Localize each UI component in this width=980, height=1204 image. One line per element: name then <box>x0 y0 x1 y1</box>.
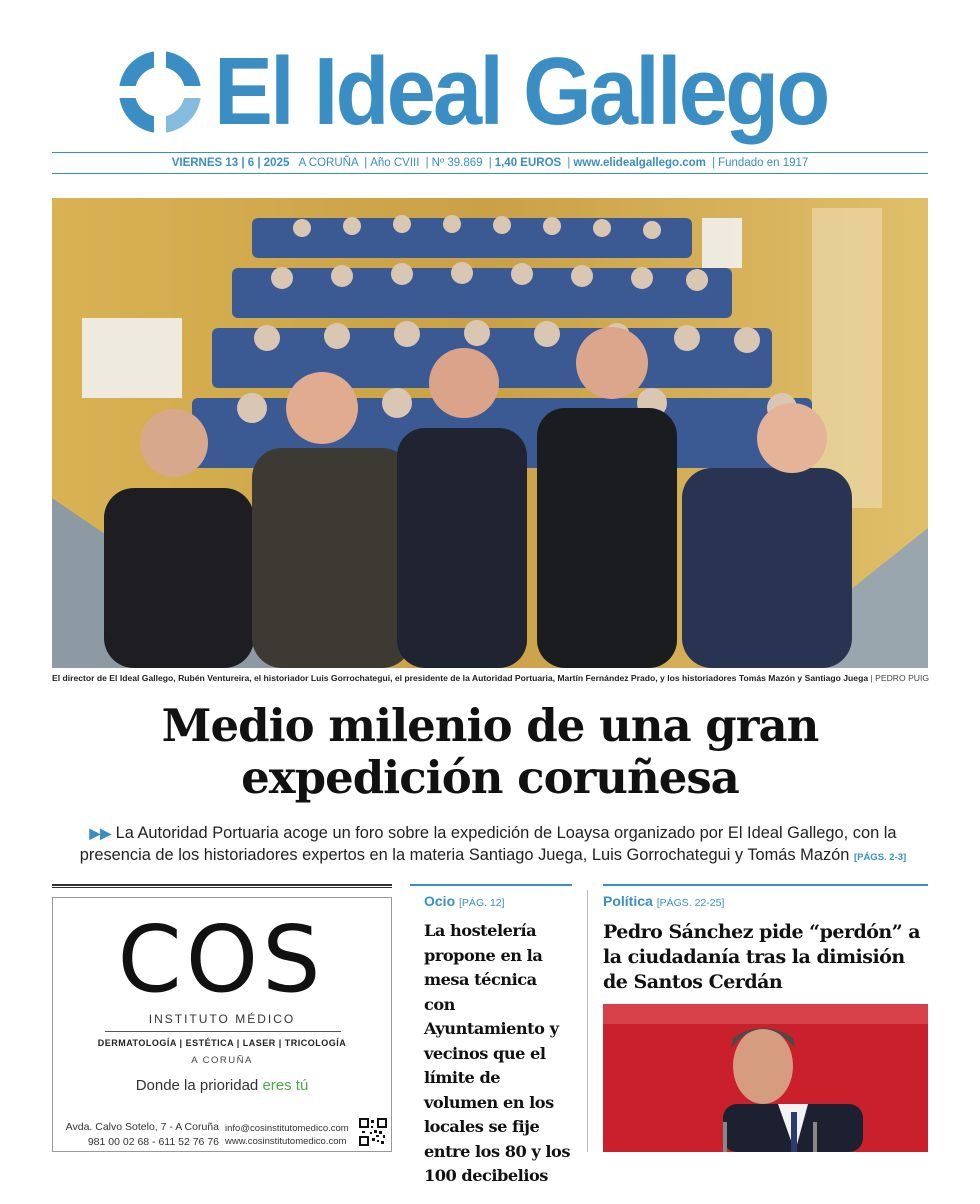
ad-contact-block <box>225 1122 365 1148</box>
ad-slogan <box>53 1077 391 1094</box>
ad-address-block <box>59 1120 219 1150</box>
double-arrow-icon: ▶▶ <box>89 825 112 841</box>
politica-column <box>603 884 928 995</box>
website-link[interactable]: www.elidealgallego.com <box>573 157 706 169</box>
ad-divider <box>105 1031 341 1032</box>
ocio-section-label: Ocio <box>424 893 456 909</box>
deck-page-ref[interactable]: [PÁGS. 2-3] <box>853 852 907 863</box>
ad-email[interactable]: info@cosinstitutomedico.com <box>225 1123 349 1134</box>
main-photo <box>52 198 928 668</box>
ad-phones: 981 00 02 68 - 611 52 76 76 <box>87 1136 219 1148</box>
ad-slogan-a: Donde la prioridad <box>135 1077 259 1094</box>
masthead <box>0 30 980 150</box>
dateline: VIERNES 13 | 6 | 2025 A CORUÑA | Año CVIII | Nº 39.869 | 1,40 EUROS | www.elidealgallego.com | Fundado en 1917 <box>52 152 928 174</box>
politica-photo <box>603 1004 928 1152</box>
ocio-rule <box>410 884 572 886</box>
photo-credit: | PEDRO PUIG <box>870 673 930 683</box>
founded-text: Fundado en 1917 <box>718 157 809 169</box>
politica-page-ref: [PÁGS. 22-25] <box>656 897 725 909</box>
politica-section-header[interactable] <box>603 893 928 909</box>
ad-slogan-b: eres tú <box>262 1077 309 1094</box>
main-deck <box>60 822 926 869</box>
ad-address: Avda. Calvo Sotelo, 7 - A Coruña <box>65 1121 219 1133</box>
ocio-story-headline[interactable]: La hostelería propone en la mesa técnica con Ayuntamiento y vecinos que el límite de volumen en los locales se fije entre los 80 y los 100 decibelios <box>424 921 570 1185</box>
issue-year: Año CVIII <box>370 157 420 169</box>
photo-caption <box>52 673 928 683</box>
newspaper-title: El Ideal Gallego <box>214 38 828 145</box>
deck-text: La Autoridad Portuaria acoge un foro sobre la expedición de Loaysa organizado por El Ideal Gallego, con la presencia de los historiadores expertos en la materia Santiago Juega, Luis Gorrochategui y Tomás Mazón <box>79 824 897 864</box>
issue-price: 1,40 EUROS <box>494 157 562 169</box>
headline-line-1: Medio milenio de una gran <box>161 699 819 752</box>
politica-section-label: Política <box>603 893 653 909</box>
ad-services: DERMATOLOGÍA | ESTÉTICA | LASER | TRICOLOGÍA <box>97 1038 347 1048</box>
main-headline[interactable] <box>52 700 928 804</box>
issue-number: Nº 39.869 <box>431 157 483 169</box>
ocio-section-header[interactable] <box>424 893 572 909</box>
issue-city: A CORUÑA <box>298 157 359 169</box>
ocio-page-ref: [PÁG. 12] <box>459 897 505 909</box>
ad-institute: INSTITUTO MÉDICO <box>148 1012 296 1026</box>
cos-advertisement[interactable] <box>52 897 392 1152</box>
qr-code-icon[interactable] <box>359 1118 387 1146</box>
ring-logo-icon <box>118 50 202 134</box>
issue-date: VIERNES 13 | 6 | 2025 <box>171 157 290 169</box>
ocio-column <box>410 884 572 1189</box>
headline-line-2: expedición coruñesa <box>241 751 739 804</box>
ad-city: A CORUÑA <box>191 1055 253 1066</box>
ad-web[interactable]: www.cosinstitutomedico.com <box>225 1136 347 1147</box>
column-divider <box>587 890 588 1152</box>
cos-logo <box>111 906 331 1006</box>
caption-text: El director de El Ideal Gallego, Rubén Ventureira, el historiador Luis Gorrochategui, el presidente de la Autoridad Portuaria, Martín Fernández Prado, y los historiadores Tomás Mazón y Santiago Juega <box>52 673 869 683</box>
politica-story-headline[interactable]: Pedro Sánchez pide “perdón” a la ciudadanía tras la dimisión de Santos Cerdán <box>603 921 921 993</box>
politica-rule <box>603 884 928 886</box>
cos-logo-text: COS <box>117 906 325 1006</box>
ad-top-rule <box>52 884 392 888</box>
